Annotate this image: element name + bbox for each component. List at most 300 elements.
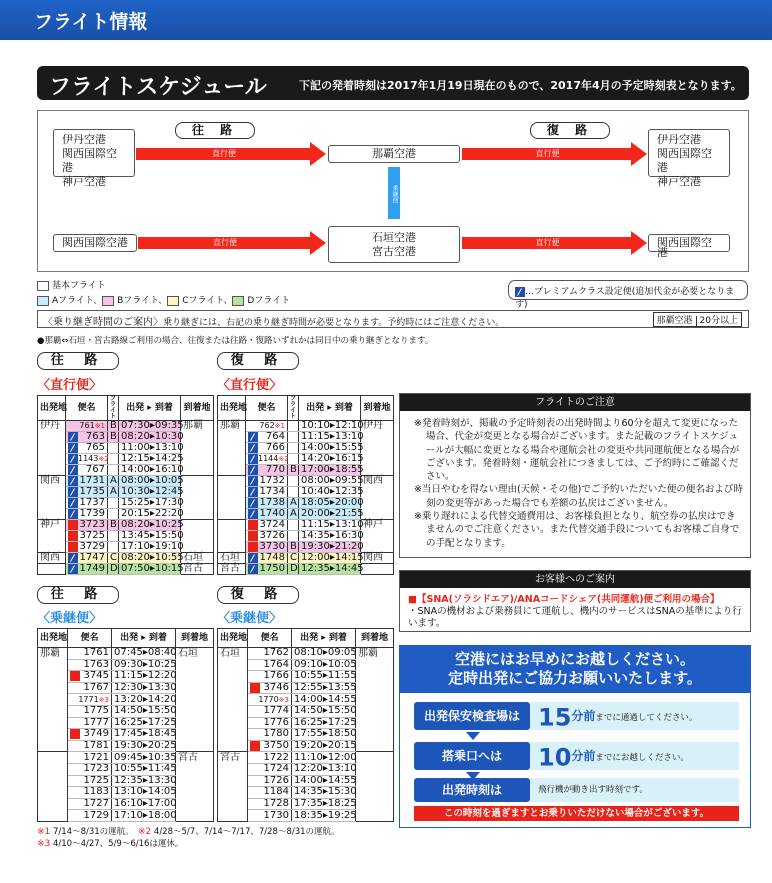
header-row <box>38 396 214 421</box>
origin-cell <box>218 487 246 498</box>
col-time: 出発 ▸ 到着 <box>292 629 356 648</box>
origin-cell <box>218 542 246 553</box>
flight-cell <box>68 682 112 694</box>
d-swatch <box>232 296 244 306</box>
dest-cell <box>361 498 394 509</box>
sna-icon <box>248 520 258 530</box>
flight-cell <box>66 531 108 542</box>
class-cell: B <box>108 432 119 443</box>
flight-cell <box>68 798 112 810</box>
flight-number: 1740 <box>259 508 285 519</box>
table-row <box>38 729 214 741</box>
table-row <box>218 717 394 729</box>
table-row <box>38 509 214 520</box>
flight-number: 1750 <box>259 563 285 574</box>
direct-arrow: 直行便 <box>136 145 326 163</box>
flight-cell <box>248 717 292 729</box>
premium-icon <box>248 564 258 574</box>
class-cell <box>288 432 299 443</box>
airport-name: 関西国際空港 <box>62 147 117 174</box>
b-swatch <box>102 296 114 306</box>
sna-icon <box>250 683 260 693</box>
premium-icon <box>248 432 258 442</box>
table-row <box>218 648 394 660</box>
time-cell: 14:00▸14:55 <box>292 775 356 787</box>
flight-number: 1732 <box>259 475 285 486</box>
flight-cell <box>246 476 288 487</box>
table-row <box>38 671 214 683</box>
caution-title: フライトのご注意 <box>400 394 750 411</box>
flight-cell <box>248 798 292 810</box>
origin-cell <box>218 671 248 683</box>
dest-cell <box>181 465 214 476</box>
flight-cell <box>248 740 292 752</box>
airport-name: 伊丹空港 <box>657 133 701 146</box>
flight-cell <box>68 717 112 729</box>
dest-cell <box>181 531 214 542</box>
premium-icon <box>68 509 78 519</box>
origin-cell <box>218 787 248 799</box>
return-direct-table <box>217 395 394 575</box>
time-cell: 08:20▸10:55 <box>119 553 181 564</box>
origin-cell <box>218 443 246 454</box>
flight-cell <box>66 542 108 553</box>
class-cell <box>288 421 299 432</box>
origin-cell <box>218 810 248 822</box>
sna-icon <box>70 729 80 739</box>
flight-cell <box>68 787 112 799</box>
col-origin: 出発地 <box>218 629 248 648</box>
time-cell: 19:20▸20:15 <box>292 740 356 752</box>
table-row <box>38 682 214 694</box>
flight-number: 763 <box>85 431 105 442</box>
flight-number: 1737 <box>79 497 105 508</box>
origin-cell <box>218 498 246 509</box>
arrow-head-icon <box>631 231 647 255</box>
dest-cell <box>361 531 394 542</box>
sna-icon <box>68 520 78 530</box>
col-class: フライト <box>288 396 299 421</box>
dest-cell <box>356 787 394 799</box>
origin-cell <box>38 798 68 810</box>
class-cell: C <box>108 553 119 564</box>
flight-cell <box>246 509 288 520</box>
premium-legend: …プレミアムクラス設定便(追加代金が必要となります) <box>508 280 748 300</box>
flight-number: 767 <box>85 464 105 475</box>
time-cell: 17:35▸18:25 <box>292 798 356 810</box>
time-cell: 07:30▸09:35 <box>119 421 181 432</box>
dest-cell <box>176 775 214 787</box>
flight-number: 1144 <box>258 454 279 463</box>
class-cell <box>108 531 119 542</box>
origin-cell <box>38 432 66 443</box>
class-cell <box>288 454 299 465</box>
table-row <box>38 752 214 764</box>
caution-item: ※当日やむを得ない理由(天候・その他)でご予約いただいた便の便名および時刻の変更等があった場合でも差額の払戻はございません。 <box>414 484 743 509</box>
dest-cell: 那覇 <box>356 648 394 660</box>
origin-cell <box>38 763 68 775</box>
class-cell: B <box>288 465 299 476</box>
class-cell <box>288 476 299 487</box>
premium-icon <box>248 487 258 497</box>
time-cell: 09:10▸10:05 <box>292 659 356 671</box>
flight-cell <box>248 752 292 764</box>
dest-cell: 石垣 <box>176 648 214 660</box>
class-cell <box>288 443 299 454</box>
notice-line: 空港にはお早めにお越しください。 <box>454 650 695 668</box>
flight-cell <box>66 487 108 498</box>
dest-cell <box>356 705 394 717</box>
sna-icon <box>70 671 80 681</box>
class-cell <box>108 509 119 520</box>
flight-number: 1738 <box>259 497 285 508</box>
page-header: フライト情報 <box>0 0 772 40</box>
dest-cell <box>356 798 394 810</box>
flight-cell <box>246 553 288 564</box>
time-cell: 09:45▸10:35 <box>112 752 176 764</box>
guide-title: お客様へのご案内 <box>400 571 750 588</box>
flight-cell <box>246 421 288 432</box>
table-row <box>218 775 394 787</box>
down-arrow-icon <box>466 732 480 740</box>
time-cell: 14:20▸16:15 <box>299 454 361 465</box>
flight-cell <box>248 659 292 671</box>
dest-cell <box>176 682 214 694</box>
class-cell <box>108 454 119 465</box>
dest-cell <box>361 509 394 520</box>
dest-cell <box>176 717 214 729</box>
origin-cell <box>38 682 68 694</box>
origin-cell <box>38 531 66 542</box>
flight-number: 1729 <box>83 809 109 821</box>
flight-number: 1184 <box>263 786 289 798</box>
origin-cell: 石垣 <box>218 553 246 564</box>
table-row <box>218 476 394 487</box>
outbound-connect-table <box>37 628 214 822</box>
direct-arrow: 直行便 <box>138 234 326 252</box>
flight-cell <box>68 671 112 683</box>
dest-cell <box>181 542 214 553</box>
class-cell <box>288 520 299 531</box>
outbound-connect-heading: 往 路 <box>37 586 119 604</box>
header-row <box>218 629 394 648</box>
flight-number: 3745 <box>83 670 109 682</box>
return-direct-heading: 復 路 <box>217 352 299 370</box>
table-row <box>38 476 214 487</box>
origin-cell <box>38 705 68 717</box>
sna-icon <box>68 531 78 541</box>
class-cell: B <box>108 421 119 432</box>
flight-cell <box>66 553 108 564</box>
origin-cell <box>218 729 248 741</box>
arrow-head-icon <box>310 231 326 255</box>
a-swatch <box>37 296 49 306</box>
flight-number: 761 <box>79 421 95 430</box>
time-cell: 16:10▸17:00 <box>112 798 176 810</box>
premium-icon <box>68 454 78 464</box>
time-cell: 10:40▸12:35 <box>299 487 361 498</box>
origin-cell: 関西 <box>38 553 66 564</box>
header-row <box>38 629 214 648</box>
dest-cell <box>181 432 214 443</box>
dest-cell <box>361 432 394 443</box>
flight-cell <box>248 671 292 683</box>
origin-cell <box>38 443 66 454</box>
sna-icon <box>248 542 258 552</box>
flight-number: 1763 <box>83 658 109 670</box>
origin-cell <box>218 520 246 531</box>
time-cell: 11:10▸12:00 <box>292 752 356 764</box>
col-origin: 出発地 <box>38 396 66 421</box>
time-cell: 14:35▸16:30 <box>299 531 361 542</box>
table-row <box>38 454 214 465</box>
step-security: 出発保安検査場は 15分前までに通過してください。 <box>414 702 739 730</box>
premium-icon <box>248 443 258 453</box>
col-dest: 到着地 <box>356 629 394 648</box>
time-cell: 20:15▸22:20 <box>119 509 181 520</box>
notice-line: 定時出発にご協力お願いいたします。 <box>448 669 702 687</box>
table-row <box>218 682 394 694</box>
flight-cell <box>66 564 108 575</box>
origin-cell <box>38 717 68 729</box>
origin-cell <box>218 659 248 671</box>
dest-cell <box>176 810 214 822</box>
dest-cell <box>181 498 214 509</box>
flight-cell <box>68 740 112 752</box>
origin-cell <box>218 775 248 787</box>
table-row <box>218 752 394 764</box>
footnote-mark: ※3 <box>98 695 109 704</box>
time-cell: 12:35▸14:45 <box>299 564 361 575</box>
guide-text: ・SNAの機材および乗務員にて運航し、機内のサービスはSNAの基準により行います。 <box>408 606 742 629</box>
dest-cell <box>356 810 394 822</box>
table-row <box>38 465 214 476</box>
flight-number: 1739 <box>79 508 105 519</box>
table-row <box>38 763 214 775</box>
table-row <box>218 432 394 443</box>
flight-number: 1727 <box>83 798 109 810</box>
flight-number: 1726 <box>263 774 289 786</box>
basic-swatch <box>37 281 49 291</box>
flight-cell <box>248 648 292 660</box>
flight-cell <box>248 705 292 717</box>
premium-icon <box>248 509 258 519</box>
table-row <box>218 810 394 822</box>
transfer-info: 〈乗り継ぎ時間のご案内〉乗り継ぎには、右記の乗り継ぎ時間が必要となります。予約時にはご注意ください。 那覇空港 20分以上 <box>37 310 749 328</box>
flight-number: 1724 <box>263 763 289 775</box>
premium-icon <box>68 487 78 497</box>
table-row <box>218 465 394 476</box>
flight-cell <box>68 775 112 787</box>
caution-item: ※乗り遅れによる代替交通費用は、お客様負担となり、航空券の払戻はできませんのでご注意ください。また代替交通手段についてもお客様ご自身での手配となります。 <box>414 511 740 549</box>
time-cell: 18:05▸20:00 <box>299 498 361 509</box>
time-cell: 19:30▸20:25 <box>112 740 176 752</box>
schedule-title: フライトスケジュール <box>49 75 267 100</box>
flight-number: 1762 <box>263 647 289 659</box>
flight-cell <box>248 729 292 741</box>
table-row <box>38 659 214 671</box>
premium-icon <box>248 465 258 475</box>
dest-cell <box>181 509 214 520</box>
dest-cell <box>356 694 394 706</box>
flight-number: 1728 <box>263 798 289 810</box>
time-cell: 11:15▸12:20 <box>112 671 176 683</box>
time-cell: 10:55▸11:55 <box>292 671 356 683</box>
time-cell: 14:00▸16:10 <box>119 465 181 476</box>
time-cell: 19:30▸21:20 <box>299 542 361 553</box>
table-row <box>218 454 394 465</box>
origin-cell <box>218 454 246 465</box>
col-time: 出発 ▸ 到着 <box>112 629 176 648</box>
dest-cell <box>356 775 394 787</box>
origin-cell: 伊丹 <box>38 421 66 432</box>
table-row <box>218 421 394 432</box>
class-cell: A <box>108 487 119 498</box>
origin-cell <box>218 740 248 752</box>
time-cell: 17:00▸18:55 <box>299 465 361 476</box>
time-cell: 20:00▸21:55 <box>299 509 361 520</box>
table-row <box>218 498 394 509</box>
origin-cell <box>218 705 248 717</box>
flight-cell <box>68 705 112 717</box>
flight-cell <box>66 465 108 476</box>
flight-cell <box>66 443 108 454</box>
dest-cell <box>361 564 394 575</box>
airport-name: 宮古空港 <box>372 245 416 258</box>
flight-cell <box>246 443 288 454</box>
time-cell: 14:50▸15:50 <box>112 705 176 717</box>
origin-cell: 那覇 <box>218 421 246 432</box>
time-cell: 16:25▸17:25 <box>292 717 356 729</box>
flight-number: 1781 <box>83 740 109 752</box>
outbound-direct-table <box>37 395 214 575</box>
table-row <box>38 717 214 729</box>
premium-icon <box>68 465 78 475</box>
premium-icon <box>68 432 78 442</box>
flight-number: 1749 <box>79 563 105 574</box>
route-diagram <box>37 110 749 272</box>
guide-highlight: ■【SNA(ソラシドエア)/ANAコードシェア(共同運航)便ご利用の場合】 <box>408 594 720 605</box>
flight-cell <box>246 520 288 531</box>
dest-cell <box>356 659 394 671</box>
flight-number: 3750 <box>263 740 289 752</box>
flight-cell <box>246 564 288 575</box>
table-row <box>38 520 214 531</box>
class-cell <box>108 465 119 476</box>
dest-cell: 関西 <box>361 553 394 564</box>
flight-number: 1721 <box>83 751 109 763</box>
step-gate: 搭乗口へは 10分前までにお越しください。 <box>414 742 739 770</box>
flight-number: 1777 <box>83 716 109 728</box>
class-cell: B <box>288 542 299 553</box>
origin-cell <box>218 694 248 706</box>
dest-cell: 伊丹 <box>361 421 394 432</box>
table-row <box>38 810 214 822</box>
outbound-direct-heading: 往 路 <box>37 352 119 370</box>
origin-cell: 宮古 <box>218 752 248 764</box>
class-cell <box>108 498 119 509</box>
origin-cell <box>218 682 248 694</box>
schedule-subtitle: 下記の発着時刻は2017年1月19日現在のもので、2017年4月の予定時刻表となります。 <box>299 79 742 92</box>
dest-cell <box>361 454 394 465</box>
class-cell: A <box>288 509 299 520</box>
col-time: 出発 ▸ 到着 <box>119 396 181 421</box>
dest-cell: 石垣 <box>181 553 214 564</box>
time-cell: 17:10▸19:10 <box>119 542 181 553</box>
origin-cell <box>218 509 246 520</box>
col-origin: 出発地 <box>218 396 246 421</box>
origin-cell <box>38 740 68 752</box>
origin-cell <box>38 810 68 822</box>
origin-cell <box>218 763 248 775</box>
airport-name: 伊丹空港 <box>62 133 106 146</box>
flight-cell <box>248 763 292 775</box>
direct-arrow: 直行便 <box>462 234 647 252</box>
origin-cell <box>38 465 66 476</box>
time-cell: 12:35▸13:30 <box>112 775 176 787</box>
premium-icon <box>248 454 258 464</box>
schedule-title-bar <box>37 66 749 100</box>
flight-cell <box>248 810 292 822</box>
time-cell: 08:00▸09:55 <box>299 476 361 487</box>
flight-cell <box>246 542 288 553</box>
time-cell: 14:00▸15:55 <box>299 443 361 454</box>
origin-cell <box>38 694 68 706</box>
flight-cell <box>68 694 112 706</box>
dest-cell: 宮古 <box>181 564 214 575</box>
origin-cell <box>38 487 66 498</box>
table-row <box>218 553 394 564</box>
step-departure: 出発時刻は 飛行機が動き出す時刻です。 <box>414 778 739 802</box>
dest-cell <box>176 787 214 799</box>
flight-number: 1735 <box>79 486 105 497</box>
flight-number: 3730 <box>259 541 285 552</box>
dest-cell <box>361 487 394 498</box>
flight-cell <box>246 487 288 498</box>
premium-icon <box>68 553 78 563</box>
time-cell: 10:30▸12:45 <box>119 487 181 498</box>
time-cell: 11:15▸13:10 <box>299 432 361 443</box>
time-cell: 08:20▸10:25 <box>119 520 181 531</box>
flight-cell <box>66 509 108 520</box>
footnote-mark: ※1 <box>94 422 105 430</box>
time-cell: 10:55▸11:45 <box>112 763 176 775</box>
table-row <box>218 443 394 454</box>
premium-icon <box>248 553 258 563</box>
direct-label: 〈直行便〉 <box>217 378 283 393</box>
flight-cell <box>68 729 112 741</box>
flight-number: 1183 <box>83 786 109 798</box>
origin-cell <box>218 531 246 542</box>
flight-cell <box>248 694 292 706</box>
time-cell: 12:15▸14:25 <box>119 454 181 465</box>
table-row <box>38 775 214 787</box>
class-cell <box>288 531 299 542</box>
col-dest: 到着地 <box>176 629 214 648</box>
c-swatch <box>167 296 179 306</box>
footnote-mark: ※1 <box>274 422 285 430</box>
time-cell: 14:50▸15:50 <box>292 705 356 717</box>
time-cell: 09:30▸10:25 <box>112 659 176 671</box>
flight-number: 1725 <box>83 774 109 786</box>
table-row <box>218 740 394 752</box>
col-dest: 到着地 <box>361 396 394 421</box>
time-cell: 18:35▸19:25 <box>292 810 356 822</box>
class-cell <box>108 443 119 454</box>
origin-cell <box>38 509 66 520</box>
flight-number: 766 <box>265 442 285 453</box>
airport-name: 石垣空港 <box>372 231 416 244</box>
